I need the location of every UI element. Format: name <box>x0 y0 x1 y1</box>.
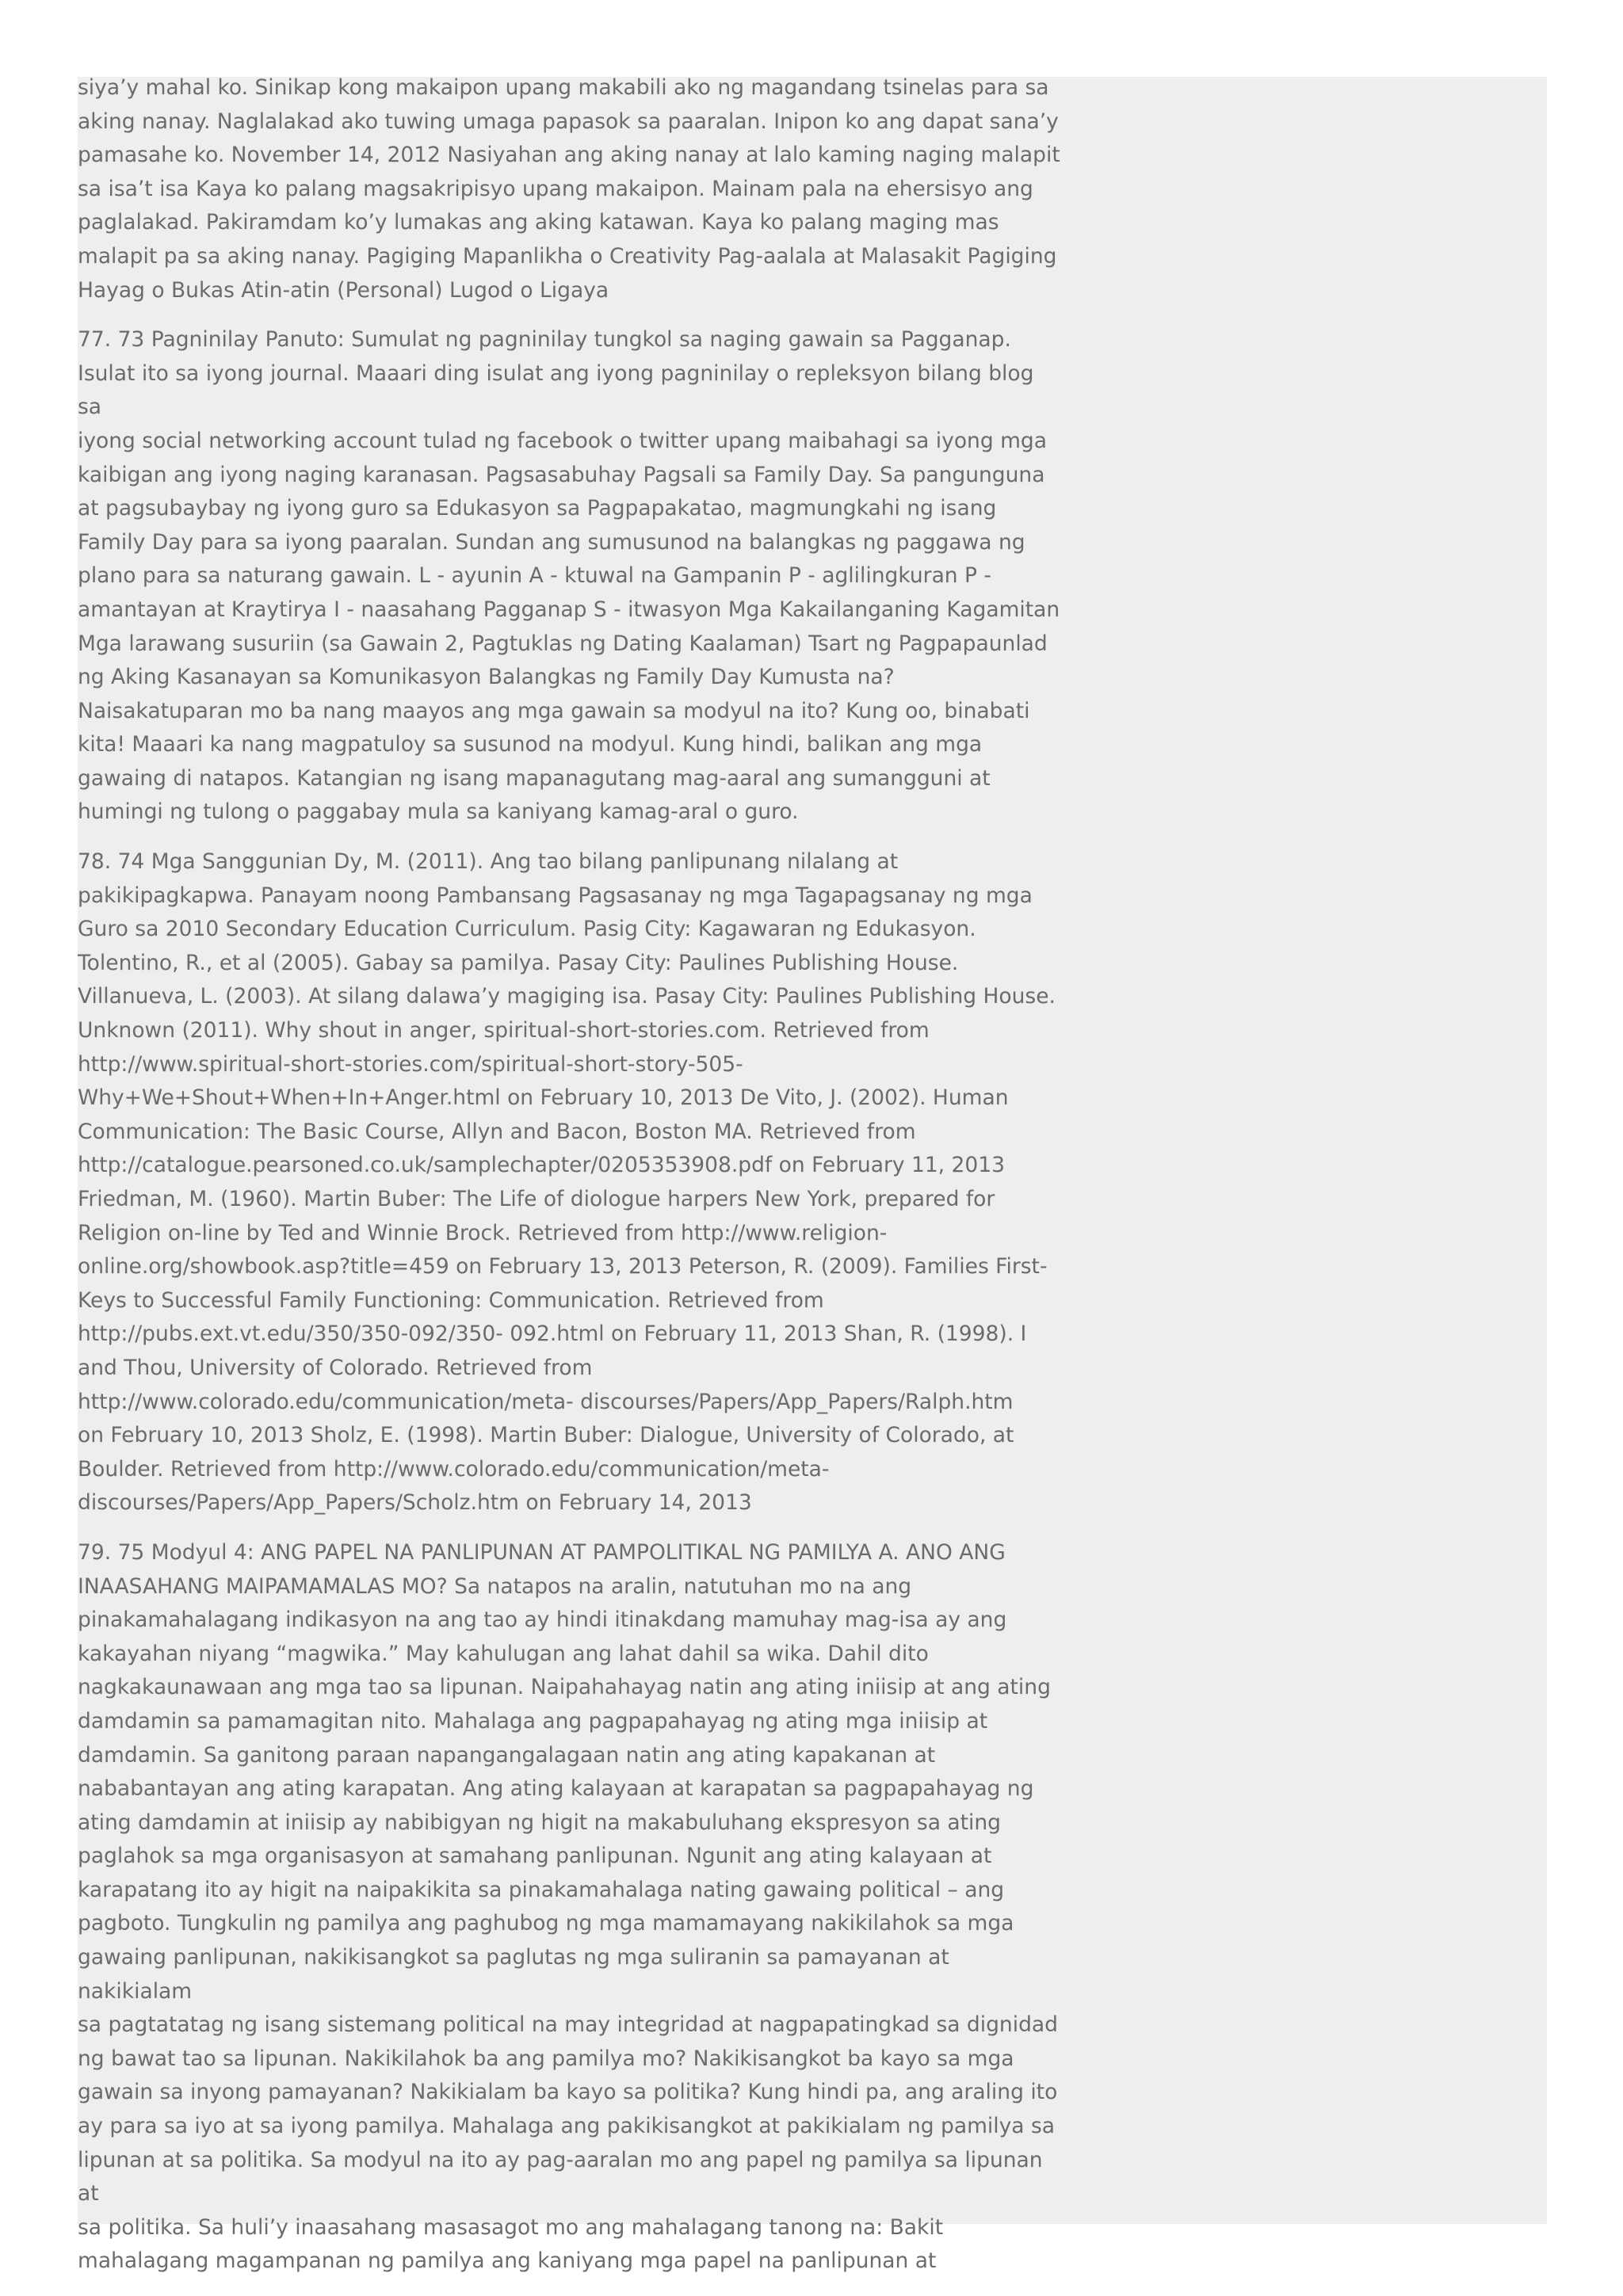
paragraph-sanggunian: 78. 74 Mga Sanggunian Dy, M. (2011). Ang tao bilang panlipunang nilalang at pakikipagkapwa. Panayam noong Pambansang Pagsasanay ng mga Tagapagsanay ng mga Guro sa 2010 Secondary Education Curriculum. Pasig City: Kagawaran ng Edukasyon. Tolentino, R., et al (2005). Gabay sa pamilya. Pasay City: Paulines Publishing House. Villanueva, L. (2003). At silang dalawa’y magiging isa. Pasay City: Paulines Publishing House. Unknown (2011). Why shout in anger, spiritual-short-stories.com. Retrieved from http://www.spiritual-short-stories.com/spiritual-short-story-505- Why+We+Shout+When+In+Anger.html on February 10, 2013 De Vito, J. (2002). Human Communication: The Basic Course, Allyn and Bacon, Boston MA. Retrieved from http://catalogue.pearsoned.co.uk/samplechapter/0205353908.pdf on February 11, 2013 Friedman, M. (1960). Martin Buber: The Life of diologue harpers New York, prepared for Religion on-line by Ted and Winnie Brock. Retrieved from http://www.religion- online.org/showbook.asp?title=459 on February 13, 2013 Peterson, R. (2009). Families First- Keys to Successful Family Functioning: Communication. Retrieved from http://pubs.ext.vt.edu/350/350-092/350- 092.html on February 11, 2013 Shan, R. (1998). I and Thou, University of Colorado. Retrieved from http://www.colorado.edu/communication/meta- discourses/Papers/App_Papers/Ralph.htm on February 10, 2013 Sholz, E. (1998). Martin Buber: Dialogue, University of Colorado, at Boulder. Retrieved from http://www.colorado.edu/communication/meta- discourses/Papers/App_Papers/Scholz.htm on February 14, 2013 <box>78 849 1056 1516</box>
document-body <box>78 71 1060 2294</box>
paragraph-modyul-4: 79. 75 Modyul 4: ANG PAPEL NA PANLIPUNAN AT PAMPOLITIKAL NG PAMILYA A. ANO ANG INAASAHANG MAIPAMAMALAS MO? Sa natapos na aralin, natutuhan mo na ang pinakamahalagang indikasyon na ang tao ay hindi itinakdang mamuhay mag-isa ay ang kakayahan niyang “magwika.” May kahulugan ang lahat dahil sa wika. Dahil dito nagkakaunawaan ang mga tao sa lipunan. Naipahahayag natin ang ating iniisip at ang ating damdamin sa pamamagitan nito. Mahalaga ang pagpapahayag ng ating mga iniisip at damdamin. Sa ganitong paraan napangangalagaan natin ang ating kapakanan at nababantayan ang ating karapatan. Ang ating kalayaan at karapatan sa pagpapahayag ng ating damdamin at iniisip ay nabibigyan ng higit na makabuluhang ekspresyon sa ating paglahok sa mga organisasyon at samahang panlipunan. Ngunit ang ating kalayaan at karapatang ito ay higit na naipakikita sa pinakamahalaga nating gawaing political – ang pagboto. Tungkulin ng pamilya ang paghubog ng mga mamamayang nakikilahok sa mga gawaing panlipunan, nakikisangkot sa paglutas ng mga suliranin sa pamayanan at nakikialam sa pagtatatag ng isang sistemang political na may integridad at nagpapatingkad sa dignidad ng bawat tao sa lipunan. Nakikilahok ba ang pamilya mo? Nakikisangkot ba kayo sa mga gawain sa inyong pamayanan? Nakikialam ba kayo sa politika? Kung hindi pa, ang araling ito ay para sa iyo at sa iyong pamilya. Mahalaga ang pakikisangkot at pakikialam ng pamilya sa lipunan at sa politika. Sa modyul na ito ay pag-aaralan mo ang papel ng pamilya sa lipunan at sa politika. Sa huli’y inaasahang masasagot mo ang mahalagang tanong na: Bakit mahalagang magampanan ng pamilya ang kaniyang mga papel na panlipunan at <box>78 1539 1058 2274</box>
paragraph-continuation: siya’y mahal ko. Sinikap kong makaipon upang makabili ako ng magandang tsinelas para sa aking nanay. Naglalakad ako tuwing umaga papasok sa paaralan. Inipon ko ang dapat sana’y pamasahe ko. November 14, 2012 Nasiyahan ang aking nanay at lalo kaming naging malapit sa isa’t isa Kaya ko palang magsakripisyo upang makaipon. Mainam pala na ehersisyo ang paglalakad. Pakiramdam ko’y lumakas ang aking katawan. Kaya ko palang maging mas malapit pa sa aking nanay. Pagiging Mapanlikha o Creativity Pag-aalala at Malasakit Pagiging Hayag o Bukas Atin-atin (Personal) Lugod o Ligaya <box>78 75 1060 303</box>
paragraph-pagninilay: 77. 73 Pagninilay Panuto: Sumulat ng pagninilay tungkol sa naging gawain sa Pagganap. Isulat ito sa iyong journal. Maaari ding isulat ang iyong pagninilay o repleksyon bilang blog sa iyong social networking account tulad ng facebook o twitter upang maibahagi sa iyong mga kaibigan ang iyong naging karanasan. Pagsasabuhay Pagsali sa Family Day. Sa pangunguna at pagsubaybay ng iyong guro sa Edukasyon sa Pagpapakatao, magmungkahi ng isang Family Day para sa iyong paaralan. Sundan ang sumusunod na balangkas ng paggawa ng plano para sa naturang gawain. L - ayunin A - ktuwal na Gampanin P - aglilingkuran P - amantayan at Kraytirya I - naasahang Pagganap S - itwasyon Mga Kakailanganing Kagamitan Mga larawang susuriin (sa Gawain 2, Pagtuklas ng Dating Kaalaman) Tsart ng Pagpapaunlad ng Aking Kasanayan sa Komunikasyon Balangkas ng Family Day Kumusta na? Naisakatuparan mo ba nang maayos ang mga gawain sa modyul na ito? Kung oo, binabati kita! Maaari ka nang magpatuloy sa susunod na modyul. Kung hindi, balikan ang mga gawaing di natapos. Katangian ng isang mapanagutang mag-aaral ang sumangguni at humingi ng tulong o paggabay mula sa kaniyang kamag-aral o guro. <box>78 327 1060 825</box>
